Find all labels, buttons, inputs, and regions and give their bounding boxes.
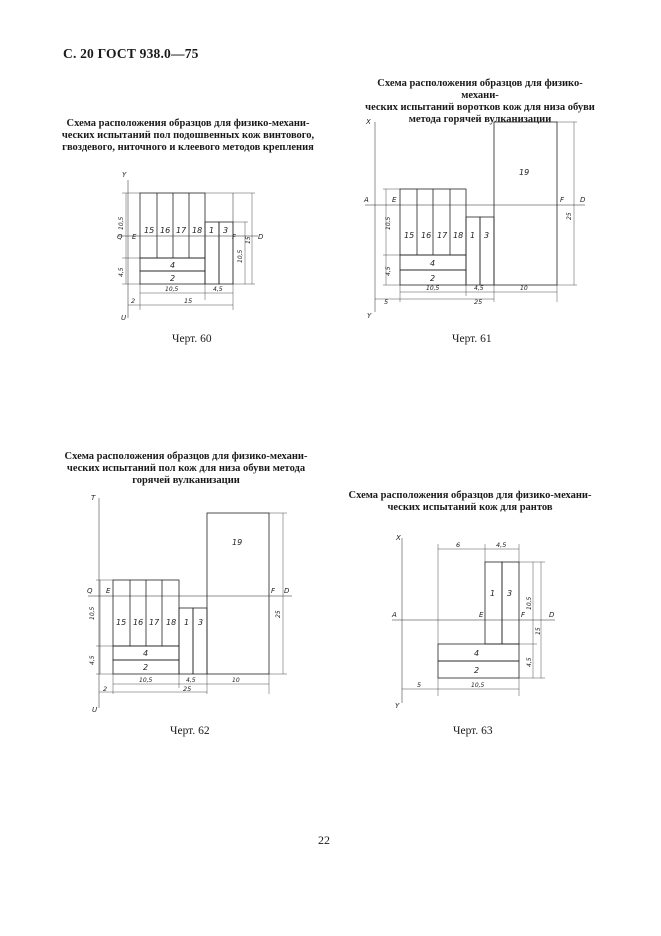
sample-1: 1 [470,231,476,240]
sample-1: 1 [184,618,190,627]
line-label-right: D [258,233,264,241]
axis-label-bottom: Y [395,702,400,710]
sample-16: 16 [160,226,171,235]
corner-label-e: E [479,611,484,619]
caption-line: Схема расположения образцов для физико-механи- [66,118,310,129]
figure-label-63: Черт. 63 [453,725,493,737]
figure-label-60: Черт. 60 [172,333,212,345]
caption-line: гвоздевого, ниточного и клеевого методов крепления [62,142,314,153]
caption-line: ческих испытаний пол кож для низа обуви метода [66,463,306,474]
dim-h-low: 4,5 [89,655,96,665]
dim-w-big: 10 [520,285,528,292]
sample-16: 16 [133,618,144,627]
axis-label-top: X [396,534,401,542]
caption-line: ческих испытаний воротков кож для низа обуви [365,102,595,113]
dim-offset: 2 [103,685,108,693]
sample-19: 19 [519,168,530,177]
caption-line: метода горячей вулканизации [408,114,552,125]
dim-h-top: 10,5 [385,216,392,230]
sample-17: 17 [176,226,187,235]
sample-18: 18 [166,618,177,627]
page-header: С. 20 ГОСТ 938.0—75 [63,46,199,61]
dim-w-total: 15 [184,297,193,305]
figure-label-61: Черт. 61 [452,333,492,345]
figure-61 [363,118,586,320]
axis-label-bottom: U [92,706,98,714]
caption-line: Схема расположения образцов для физико-механи- [377,78,583,101]
dim-w-main: 10,5 [426,285,440,292]
dim-top-offset: 6 [456,541,461,549]
dim-w-side: 4,5 [213,286,223,293]
sample-17: 17 [437,231,448,240]
sample-15: 15 [404,231,415,240]
corner-label-e: E [392,196,397,204]
sample-1: 1 [490,589,496,598]
figure-63 [391,534,555,710]
sample-15: 15 [144,226,155,235]
corner-label-f: F [232,233,237,241]
axis-label-top: X [366,118,371,126]
corner-label-e: E [106,587,111,595]
sample-3: 3 [507,589,513,598]
dim-w-main: 10,5 [139,677,153,684]
line-label-left: Q [87,587,93,595]
sample-18: 18 [453,231,464,240]
dim-w-main: 10,5 [165,286,179,293]
line-label-right: D [580,196,586,204]
figure-62 [87,494,292,714]
line-label-right: D [284,587,290,595]
page-number: 22 [318,833,330,847]
sample-17: 17 [149,618,160,627]
dim-offset: 5 [384,298,389,306]
dim-h-top: 10,5 [118,216,125,230]
axis-label-top: T [91,494,96,502]
dim-h-top: 10,5 [89,606,96,620]
dim-h-low: 4,5 [385,266,392,276]
axis-label-bottom: Y [367,312,372,320]
dim-h-low: 4,5 [526,657,533,667]
caption-line: Схема расположения образцов для физико-механи- [348,490,592,501]
sample-4: 4 [170,261,176,270]
corner-label-f: F [521,611,526,619]
line-label-left: Q [117,233,123,241]
sample-3: 3 [198,618,204,627]
dim-h-total: 15 [535,627,542,635]
dim-w-side: 4,5 [496,541,507,549]
line-label-left: A [364,196,369,204]
caption-line: горячей вулканизации [132,475,240,486]
corner-label-f: F [271,587,276,595]
sample-3: 3 [223,226,229,235]
sample-2: 2 [143,663,149,672]
dim-offset: 5 [417,681,422,689]
sample-16: 16 [421,231,432,240]
corner-label-e: E [132,233,137,241]
sample-2: 2 [170,274,176,283]
figure-60 [117,171,264,322]
axis-label-bottom: U [121,314,127,322]
figure-label-62: Черт. 62 [170,725,210,737]
dim-h-total: 25 [566,212,573,220]
caption-line: ческих испытаний пол подошвенных кож винтового, [61,130,315,141]
dim-h-total: 25 [275,610,282,618]
dim-offset: 2 [131,297,136,305]
dim-w-main: 10,5 [471,682,485,689]
sample-2: 2 [430,274,436,283]
dim-w-big: 10 [232,677,240,684]
sample-3: 3 [484,231,490,240]
sample-2: 2 [474,666,480,675]
dim-w-total: 25 [183,685,192,693]
sample-4: 4 [430,259,436,268]
caption-line: Схема расположения образцов для физико-механи- [64,451,308,462]
sample-19: 19 [232,538,243,547]
sample-15: 15 [116,618,127,627]
sample-18: 18 [192,226,203,235]
corner-label-f: F [560,196,565,204]
dim-h-total: 15 [245,236,252,244]
caption-line: ческих испытаний кож для рантов [387,502,553,513]
sample-4: 4 [143,649,149,658]
axis-label-top: Y [122,171,127,179]
sample-4: 4 [474,649,480,658]
dim-w-side: 4,5 [474,285,484,292]
sample-1: 1 [209,226,215,235]
line-label-left: A [392,611,397,619]
dim-w-total: 25 [474,298,483,306]
dim-w-side: 4,5 [186,677,196,684]
dim-h-low: 4,5 [118,267,125,277]
dim-h-side: 10,5 [237,249,244,263]
dim-h-side: 10,5 [526,596,533,610]
line-label-right: D [549,611,555,619]
